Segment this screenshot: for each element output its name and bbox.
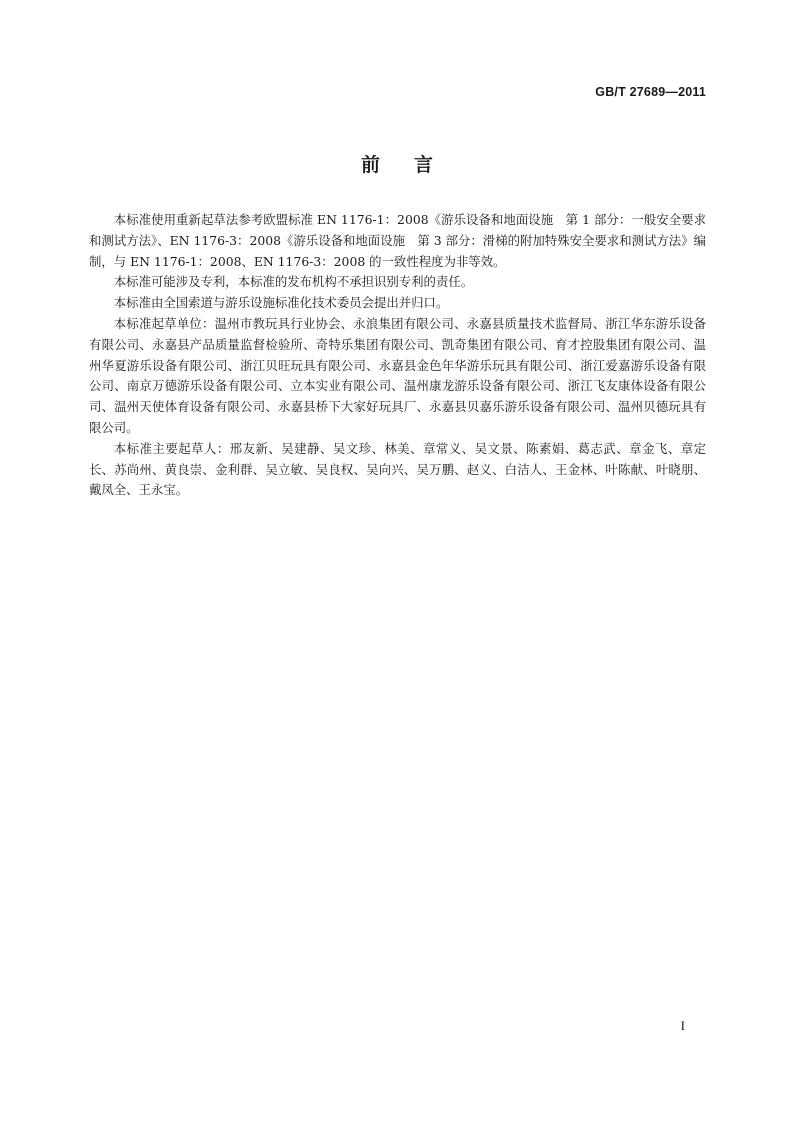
page-number: I	[680, 1018, 685, 1033]
standard-number: GB/T 27689—2011	[595, 85, 706, 99]
paragraph-drafting-units: 本标准起草单位：温州市教玩具行业协会、永浪集团有限公司、永嘉县质量技术监督局、浙江华东游乐设备有限公司、永嘉县产品质量监督检验所、奇特乐集团有限公司、凯奇集团有限公司、育才控股集团有限公司、温州华夏游乐设备有限公司、浙江贝旺玩具有限公司、永嘉县金色年华游乐玩具有限公司、浙江爱嘉游乐设备有限公司、南京万德游乐设备有限公司、立本实业有限公司、温州康龙游乐设备有限公司、浙江飞友康体设备有限公司、温州天使体育设备有限公司、永嘉县桥下大家好玩具厂、永嘉县贝嘉乐游乐设备有限公司、温州贝德玩具有限公司。	[89, 315, 706, 435]
paragraph-main-drafters: 本标准主要起草人：邢友新、吴建静、吴文珍、林美、章常义、吴文景、陈素娟、葛志武、章金飞、章定长、苏尚州、黄良崇、金利群、吴立敏、吴良权、吴向兴、吴万鹏、赵义、白洁人、王金林、叶陈献、叶晓朋、戴凤全、王永宝。	[89, 440, 706, 498]
paragraph-proposer: 本标准由全国索道与游乐设施标准化技术委员会提出并归口。	[113, 295, 449, 311]
foreword-body	[89, 210, 706, 501]
paragraph-drafting-method: 本标准使用重新起草法参考欧盟标准 EN 1176-1：2008《游乐设备和地面设施 第 1 部分：一般安全要求和测试方法》、EN 1176-3：2008《游乐设备和地面设施 第 3 部分：滑梯的附加特殊安全要求和测试方法》编制，与 EN 1176-1：2008、EN 1176-3：2008 的一致性程度为非等效。	[89, 212, 706, 269]
paragraph-patent-notice: 本标准可能涉及专利，本标准的发布机构不承担识别专利的责任。	[113, 274, 474, 290]
page-title: 前言	[360, 154, 467, 176]
